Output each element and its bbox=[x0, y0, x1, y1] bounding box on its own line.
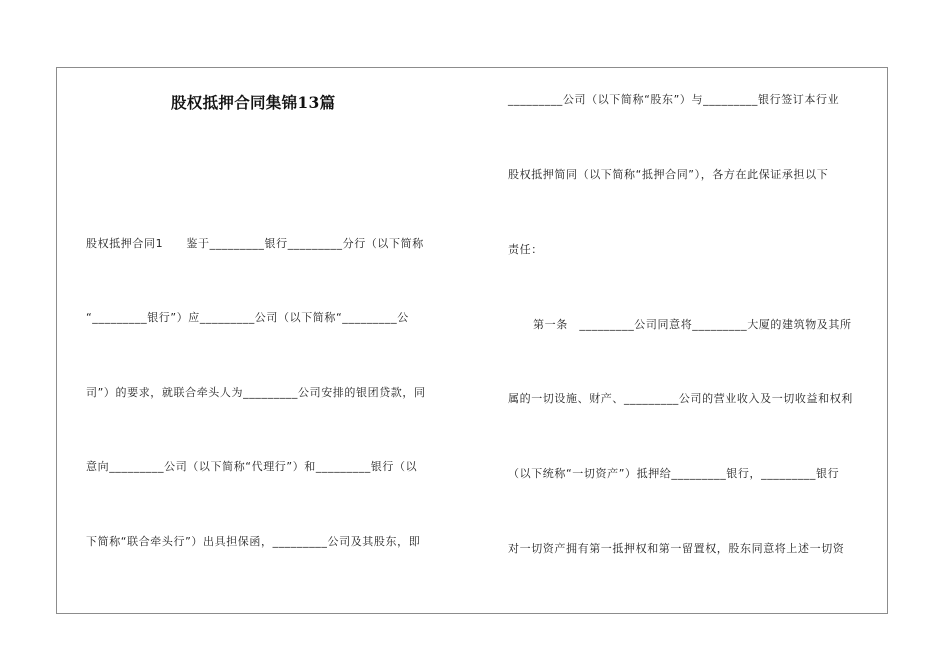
right-paragraph-line-4: 第一条 _________公司同意将_________大厦的建筑物及其所 bbox=[533, 318, 852, 331]
right-paragraph-line-6: （以下统称“一切资产”）抵押给_________银行，_________银行 bbox=[508, 467, 840, 480]
left-paragraph-line-4: 意向_________公司（以下简称“代理行”）和_________银行（以 bbox=[86, 460, 418, 473]
left-paragraph-line-2: “_________银行”）应_________公司（以下简称“_________公 bbox=[86, 311, 409, 324]
document-title: 股权抵押合同集锦13篇 bbox=[171, 93, 336, 112]
right-paragraph-line-3: 责任： bbox=[508, 243, 543, 256]
page-border bbox=[56, 67, 888, 614]
right-paragraph-line-7: 对一切资产拥有第一抵押权和第一留置权，股东同意将上述一切资 bbox=[508, 542, 845, 555]
right-paragraph-line-5: 属的一切设施、财产、_________公司的营业收入及一切收益和权利 bbox=[508, 392, 853, 405]
left-paragraph-line-1: 股权抵押合同1 鉴于_________银行_________分行（以下简称 bbox=[86, 237, 424, 250]
left-paragraph-line-3: 司”）的要求，就联合牵头人为_________公司安排的银团贷款，同 bbox=[86, 386, 426, 399]
right-paragraph-line-2: 股权抵押简同（以下简称“抵押合同”），各方在此保证承担以下 bbox=[508, 168, 829, 181]
left-paragraph-line-5: 下简称“联合牵头行”）出具担保函，_________公司及其股东，即 bbox=[86, 535, 421, 548]
right-paragraph-line-1: _________公司（以下简称“股东”）与_________银行签订本行业 bbox=[508, 93, 840, 106]
